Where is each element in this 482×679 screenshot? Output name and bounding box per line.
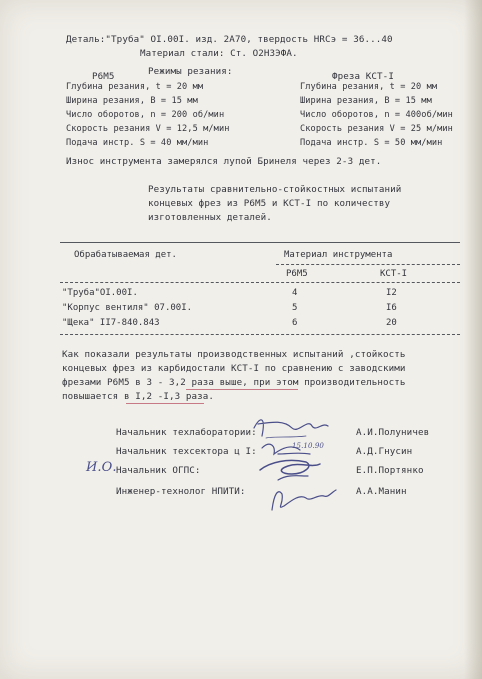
right-row: Число оборотов, n = 400об/мин [300,110,453,120]
table-cell-r6m5: 5 [292,303,298,313]
table-header-rule [60,282,460,283]
table-cell-part: "Труба"ОI.00I. [62,288,138,298]
results-title-line: Результаты сравнительно-стойкостных испытаний [148,184,402,195]
left-row: Ширина резания, B = 15 мм [66,96,198,106]
right-row: Ширина резания, B = 15 мм [300,96,432,106]
signature-title: Начальник техлаборатории: [116,427,257,438]
wear-note: Износ инструмента замерялся лупой Бринеля через 2-3 дет. [66,156,382,167]
header-line-1: Деталь:"Труба" ОI.00I. изд. 2А70, твердость НRСэ = 36...40 [66,34,393,45]
signature-title: Инженер-технолог НПИТИ: [116,486,246,497]
header-line-2: Материал стали: Ст. О2Н3ЭФА. [140,48,298,59]
signature-title: Начальник техсектора ц I: [116,446,257,457]
table-sub-rule [276,264,460,265]
highlight-underline [126,403,204,404]
table-sub-header-r6m5: Р6М5 [286,269,308,279]
table-header-material: Материал инструмента [284,250,393,260]
table-bottom-rule [60,334,460,335]
table-cell-part: "Щека" II7-840.843 [62,318,160,328]
right-row: Скорость резания V = 25 м/мин [300,124,453,134]
results-title-line: изготовленных деталей. [148,212,272,223]
table-cell-r6m5: 4 [292,288,298,298]
right-tool-name: Фреза КСТ-I [332,71,394,82]
page-edge-shadow [464,0,482,679]
table-header-part: Обрабатываемая дет. [74,250,177,260]
signature-title: Начальник ОГПС: [116,465,201,476]
table-sub-header-kst: КСТ-I [380,269,408,279]
signature-name: А.И.Полуничев [356,427,430,438]
conclusion-line: концевых фрез из карбидостали КСТ-I по сравнению с заводскими [62,363,406,374]
handwritten-date: 15.10.90 [292,442,324,450]
left-row: Число оборотов, n = 200 об/мин [66,110,225,120]
left-row: Глубина резания, t = 20 мм [66,82,204,92]
modes-title: Режимы резания: [148,66,233,77]
table-cell-kst: 20 [386,318,397,328]
table-top-rule [60,242,460,243]
conclusion-line: повышается в I,2 -I,3 раза. [62,391,215,402]
left-row: Скорость резания V = 12,5 м/мин [66,124,230,134]
conclusion-line: фрезами Р6М5 в 3 - 3,2 раза выше, при этом производительность [62,377,406,388]
handwritten-signatures [248,414,358,524]
table-cell-kst: I6 [386,303,397,313]
left-row: Подача инстр. S = 40 мм/мин [66,138,209,148]
conclusion-line: Как показали результаты производственных испытаний ,стойкость [62,349,406,360]
table-cell-kst: I2 [386,288,397,298]
handwritten-io: И.О. [86,460,117,475]
left-tool-name: Р6М5 [92,71,115,82]
signature-name: А.Д.Гнусин [356,446,413,457]
table-cell-r6m5: 6 [292,318,298,328]
right-row: Подача инстр. S = 50 мм/мин [300,138,443,148]
signature-name: Е.П.Портянко [356,465,424,476]
results-title-line: концевых фрез из Р6М5 и КСТ-I по количеству [148,198,391,209]
signature-name: А.А.Манин [356,486,407,497]
right-row: Глубина резания, t = 20 мм [300,82,438,92]
table-cell-part: "Корпус вентиля" 07.00I. [62,303,193,313]
highlight-underline [186,389,298,390]
